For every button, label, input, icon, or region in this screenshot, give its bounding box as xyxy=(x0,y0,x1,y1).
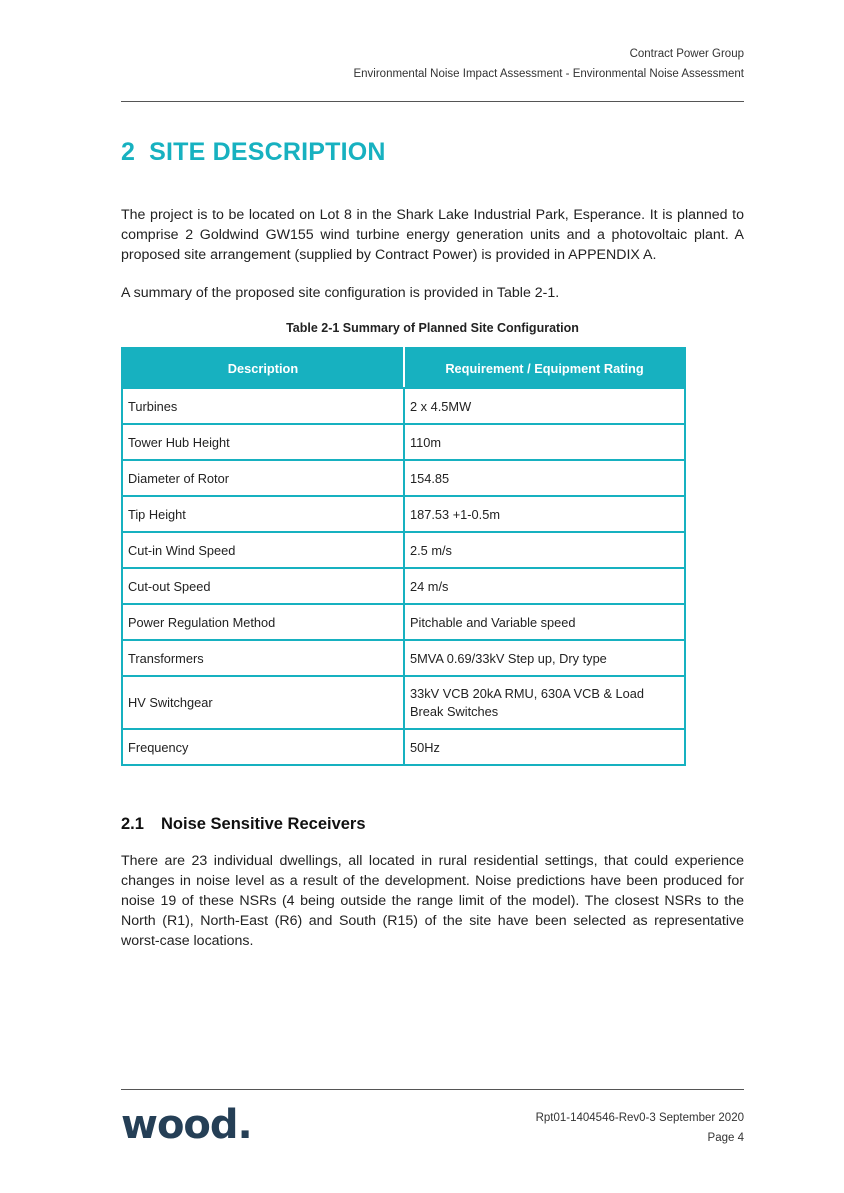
table-cell-value: 2 x 4.5MW xyxy=(404,388,685,424)
table-row xyxy=(122,676,685,729)
table-cell-description: Tip Height xyxy=(122,496,404,532)
table-cell-description: Turbines xyxy=(122,388,404,424)
table-row xyxy=(122,604,685,640)
document-reference: Rpt01-1404546-Rev0-3 September 2020 xyxy=(535,1112,744,1124)
table-cell-description: HV Switchgear xyxy=(122,676,404,729)
table-cell-value: 33kV VCB 20kA RMU, 630A VCB & Load Break Switches xyxy=(404,676,685,729)
table-header-description: Description xyxy=(122,348,404,388)
page-header xyxy=(353,44,744,84)
table-row xyxy=(122,729,685,765)
subsection-number: 2.1 xyxy=(121,815,144,833)
table-cell-value: 24 m/s xyxy=(404,568,685,604)
section-number: 2 xyxy=(121,138,136,166)
table-header-requirement: Requirement / Equipment Rating xyxy=(404,348,685,388)
table-cell-value: 187.53 +1-0.5m xyxy=(404,496,685,532)
table-cell-value: 50Hz xyxy=(404,729,685,765)
subsection-title: Noise Sensitive Receivers xyxy=(161,815,366,833)
table-cell-value: Pitchable and Variable speed xyxy=(404,604,685,640)
subsection-heading xyxy=(121,815,366,834)
table-cell-description: Tower Hub Height xyxy=(122,424,404,460)
receivers-paragraph: There are 23 individual dwellings, all located in rural residential settings, that could experience changes in noise level as a result of the development. Noise predictions have been produced for noise 19 of these NSRs (4 being outside the range limit of the model). The closest NSRs to the North (R1), North-East (R6) and South (R15) of the site have been selected as representative worst-case locations. xyxy=(121,853,744,949)
table-cell-description: Diameter of Rotor xyxy=(122,460,404,496)
wood-logo: wood. xyxy=(121,1102,252,1148)
site-configuration-table xyxy=(121,347,686,766)
table-cell-value: 2.5 m/s xyxy=(404,532,685,568)
summary-paragraph: A summary of the proposed site configuration is provided in Table 2-1. xyxy=(121,285,560,301)
section-heading xyxy=(121,138,386,167)
table-row xyxy=(122,460,685,496)
table-cell-description: Power Regulation Method xyxy=(122,604,404,640)
table-header-row xyxy=(122,348,685,388)
table-cell-value: 5MVA 0.69/33kV Step up, Dry type xyxy=(404,640,685,676)
table-cell-value: 154.85 xyxy=(404,460,685,496)
footer-divider xyxy=(121,1089,744,1090)
table-row xyxy=(122,424,685,460)
header-divider xyxy=(121,101,744,102)
table-row xyxy=(122,532,685,568)
table-cell-description: Cut-in Wind Speed xyxy=(122,532,404,568)
page-number: Page 4 xyxy=(707,1132,744,1144)
table-cell-description: Transformers xyxy=(122,640,404,676)
table-cell-description: Cut-out Speed xyxy=(122,568,404,604)
table-caption: Table 2-1 Summary of Planned Site Configuration xyxy=(286,321,579,335)
intro-paragraph: The project is to be located on Lot 8 in the Shark Lake Industrial Park, Esperance. It is planned to comprise 2 Goldwind GW155 wind turbine energy generation units and a photovoltaic plant. A proposed site arrangement (supplied by Contract Power) is provided in APPENDIX A. xyxy=(121,207,744,263)
table-cell-description: Frequency xyxy=(122,729,404,765)
section-title: SITE DESCRIPTION xyxy=(149,138,386,166)
header-report-title: Environmental Noise Impact Assessment - Environmental Noise Assessment xyxy=(353,68,744,80)
page-footer xyxy=(536,1108,744,1148)
table-row xyxy=(122,388,685,424)
table-cell-value: 110m xyxy=(404,424,685,460)
table-row xyxy=(122,568,685,604)
table-row xyxy=(122,640,685,676)
header-company: Contract Power Group xyxy=(629,48,744,60)
table-row xyxy=(122,496,685,532)
